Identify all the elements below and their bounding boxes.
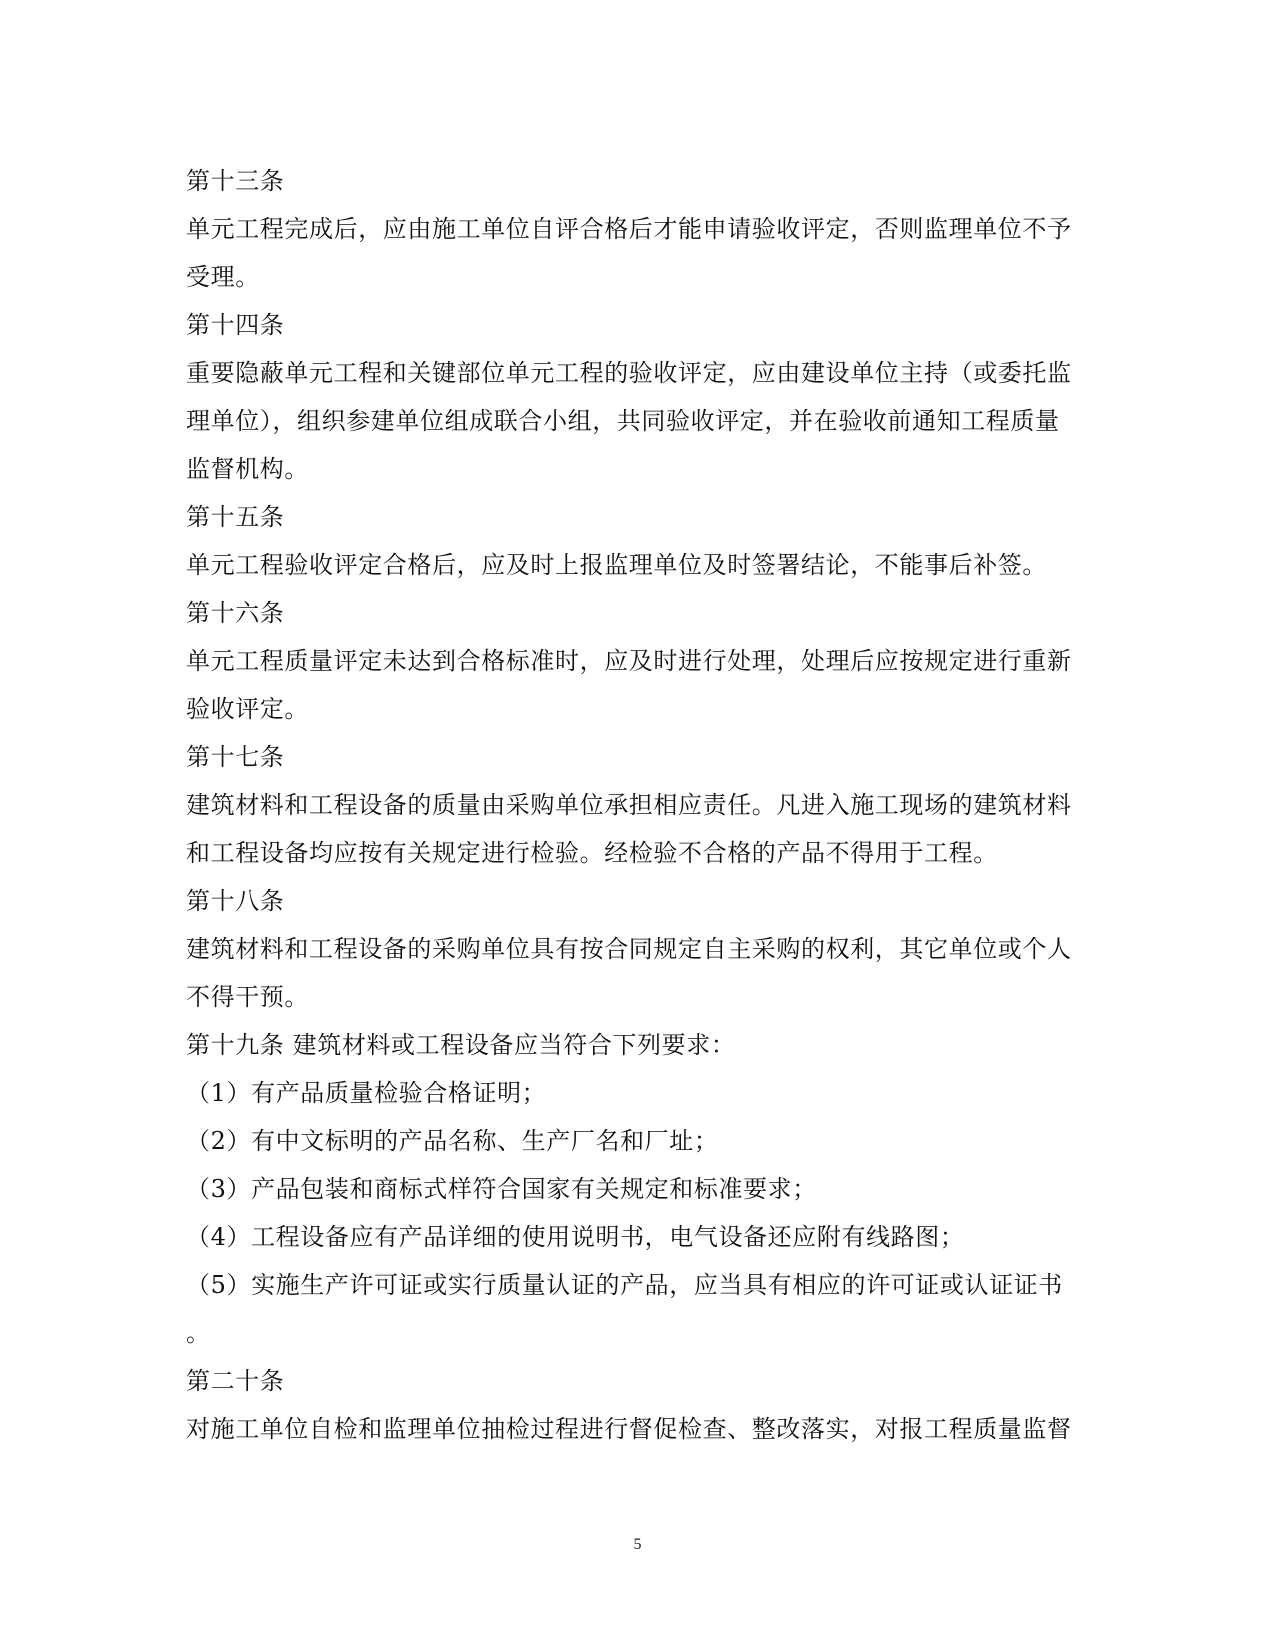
list-item: （5）实施生产许可证或实行质量认证的产品，应当具有相应的许可证或认证证书 (186, 1271, 1063, 1299)
text-line: 建筑材料和工程设备的质量由采购单位承担相应责任。凡进入施工现场的建筑材料 (186, 791, 1072, 819)
text-line: 重要隐蔽单元工程和关键部位单元工程的验收评定，应由建设单位主持（或委托监 (186, 359, 1072, 387)
article-14-heading: 第十四条 (186, 311, 285, 339)
list-item: （2）有中文标明的产品名称、生产厂名和厂址； (186, 1127, 719, 1155)
list-item: （4）工程设备应有产品详细的使用说明书，电气设备还应附有线路图； (186, 1223, 965, 1251)
article-18-heading: 第十八条 (186, 887, 285, 915)
text-line: 单元工程质量评定未达到合格标准时，应及时进行处理，处理后应按规定进行重新 (186, 647, 1072, 675)
page-number: 5 (633, 1536, 642, 1553)
article-17-heading: 第十七条 (186, 743, 285, 771)
text-line: 监督机构。 (186, 455, 309, 483)
text-line: 。 (186, 1319, 211, 1347)
text-line: 受理。 (186, 263, 260, 291)
article-20-heading: 第二十条 (186, 1367, 285, 1395)
article-19-heading: 第十九条 建筑材料或工程设备应当符合下列要求： (186, 1031, 736, 1059)
list-item: （3）产品包装和商标式样符合国家有关规定和标准要求； (186, 1175, 817, 1203)
article-15-heading: 第十五条 (186, 503, 285, 531)
text-line: 和工程设备均应按有关规定进行检验。经检验不合格的产品不得用于工程。 (186, 839, 998, 867)
text-line: 建筑材料和工程设备的采购单位具有按合同规定自主采购的权利，其它单位或个人 (186, 935, 1072, 963)
article-16-heading: 第十六条 (186, 599, 285, 627)
text-line: 单元工程验收评定合格后，应及时上报监理单位及时签署结论，不能事后补签。 (186, 551, 1047, 579)
text-line: 理单位），组织参建单位组成联合小组，共同验收评定，并在验收前通知工程质量 (186, 407, 1060, 435)
text-line: 对施工单位自检和监理单位抽检过程进行督促检查、整改落实，对报工程质量监督 (186, 1415, 1072, 1443)
text-line: 验收评定。 (186, 695, 309, 723)
list-item: （1）有产品质量检验合格证明； (186, 1079, 547, 1107)
article-13-heading: 第十三条 (186, 167, 285, 195)
document-body (186, 157, 1086, 1453)
text-line: 单元工程完成后，应由施工单位自评合格后才能申请验收评定，否则监理单位不予 (186, 215, 1072, 243)
text-line: 不得干预。 (186, 983, 309, 1011)
